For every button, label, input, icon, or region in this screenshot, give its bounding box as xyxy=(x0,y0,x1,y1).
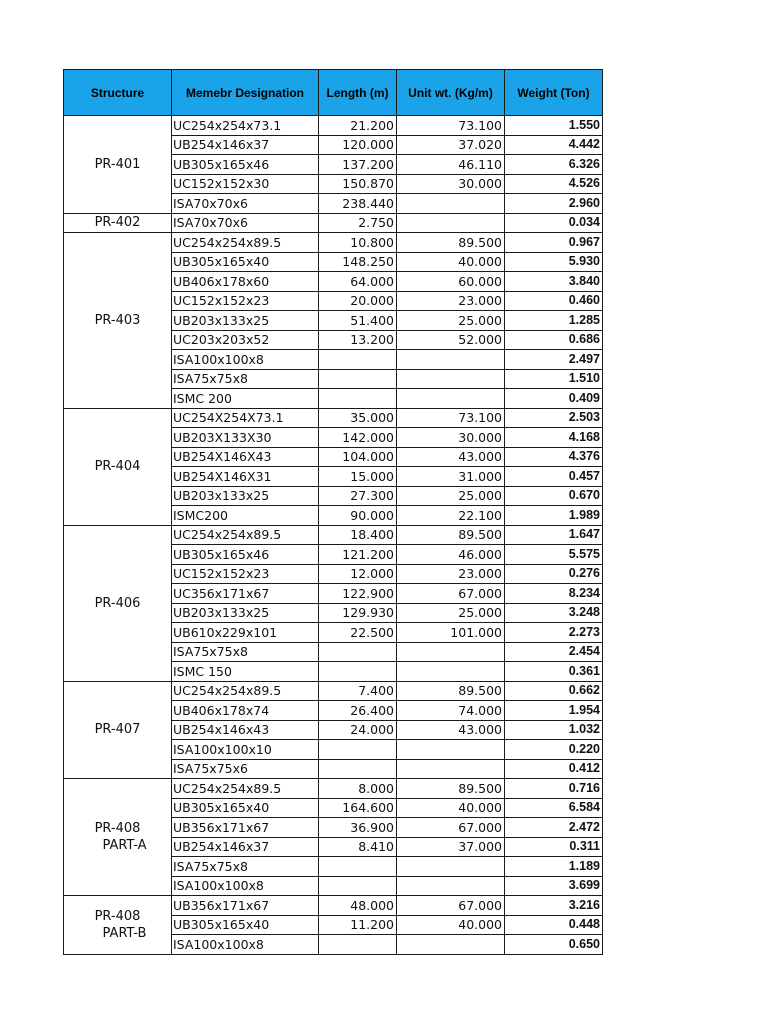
unit-weight-cell: 67.000 xyxy=(397,584,505,604)
structure-label: PR-401 xyxy=(94,156,141,172)
member-designation-cell: ISMC200 xyxy=(172,506,319,526)
unit-weight-cell: 25.000 xyxy=(397,603,505,623)
table-row xyxy=(64,408,603,428)
member-designation-cell: ISMC 150 xyxy=(172,662,319,682)
structure-label: PART-A xyxy=(102,838,147,853)
member-designation-cell: ISA100x100x8 xyxy=(172,876,319,896)
structure-cell xyxy=(64,525,172,681)
weight-cell: 0.220 xyxy=(505,740,603,760)
unit-weight-cell xyxy=(397,740,505,760)
length-cell: 8.410 xyxy=(319,837,397,857)
table-row xyxy=(64,681,603,701)
length-cell: 238.440 xyxy=(319,194,397,214)
length-cell xyxy=(319,389,397,409)
member-designation-cell: UB254x146x43 xyxy=(172,720,319,740)
length-cell xyxy=(319,935,397,955)
length-cell: 164.600 xyxy=(319,798,397,818)
unit-weight-cell: 89.500 xyxy=(397,681,505,701)
unit-weight-cell: 43.000 xyxy=(397,720,505,740)
table-row xyxy=(64,525,603,545)
weight-cell: 6.326 xyxy=(505,155,603,175)
length-cell: 121.200 xyxy=(319,545,397,565)
unit-weight-cell: 46.110 xyxy=(397,155,505,175)
length-cell: 150.870 xyxy=(319,174,397,194)
length-cell xyxy=(319,662,397,682)
weight-cell: 0.412 xyxy=(505,759,603,779)
length-cell: 129.930 xyxy=(319,603,397,623)
structure-cell xyxy=(64,116,172,214)
unit-weight-cell xyxy=(397,389,505,409)
member-designation-cell: UC254X254X73.1 xyxy=(172,408,319,428)
member-designation-cell: UB406x178x60 xyxy=(172,272,319,292)
length-cell: 148.250 xyxy=(319,252,397,272)
length-cell xyxy=(319,857,397,877)
member-designation-cell: UC152x152x23 xyxy=(172,564,319,584)
length-cell: 51.400 xyxy=(319,311,397,331)
structure-cell xyxy=(64,779,172,896)
member-designation-cell: UC254x254x89.5 xyxy=(172,681,319,701)
unit-weight-cell: 73.100 xyxy=(397,116,505,136)
length-cell: 13.200 xyxy=(319,330,397,350)
length-cell: 137.200 xyxy=(319,155,397,175)
member-designation-cell: ISA100x100x10 xyxy=(172,740,319,760)
member-designation-cell: ISA75x75x8 xyxy=(172,369,319,389)
weight-cell: 0.967 xyxy=(505,233,603,253)
length-cell: 24.000 xyxy=(319,720,397,740)
weight-cell: 1.189 xyxy=(505,857,603,877)
member-designation-cell: ISA75x75x6 xyxy=(172,759,319,779)
table-row xyxy=(64,213,603,233)
unit-weight-cell: 37.000 xyxy=(397,837,505,857)
weight-cell: 3.216 xyxy=(505,896,603,916)
weight-cell: 2.497 xyxy=(505,350,603,370)
length-cell: 36.900 xyxy=(319,818,397,838)
unit-weight-cell: 31.000 xyxy=(397,467,505,487)
weight-cell: 0.034 xyxy=(505,213,603,233)
weight-cell: 1.989 xyxy=(505,506,603,526)
unit-weight-cell: 30.000 xyxy=(397,428,505,448)
weight-cell: 2.472 xyxy=(505,818,603,838)
length-cell: 8.000 xyxy=(319,779,397,799)
member-designation-cell: UB305x165x40 xyxy=(172,252,319,272)
member-designation-cell: UC152x152x30 xyxy=(172,174,319,194)
weight-cell: 0.686 xyxy=(505,330,603,350)
weight-cell: 2.273 xyxy=(505,623,603,643)
unit-weight-cell xyxy=(397,350,505,370)
structure-cell xyxy=(64,896,172,955)
weight-cell: 5.575 xyxy=(505,545,603,565)
weight-cell: 6.584 xyxy=(505,798,603,818)
unit-weight-cell: 22.100 xyxy=(397,506,505,526)
member-designation-cell: ISA100x100x8 xyxy=(172,350,319,370)
member-designation-cell: ISA70x70x6 xyxy=(172,213,319,233)
member-designation-cell: UC254x254x73.1 xyxy=(172,116,319,136)
length-cell: 2.750 xyxy=(319,213,397,233)
member-designation-cell: UB356x171x67 xyxy=(172,896,319,916)
weight-cell: 1.285 xyxy=(505,311,603,331)
length-cell: 104.000 xyxy=(319,447,397,467)
member-designation-cell: UB203x133x25 xyxy=(172,311,319,331)
length-cell: 22.500 xyxy=(319,623,397,643)
length-cell: 48.000 xyxy=(319,896,397,916)
member-designation-cell: ISA70x70x6 xyxy=(172,194,319,214)
unit-weight-cell xyxy=(397,213,505,233)
unit-weight-cell: 37.020 xyxy=(397,135,505,155)
unit-weight-cell: 67.000 xyxy=(397,896,505,916)
unit-weight-cell: 60.000 xyxy=(397,272,505,292)
weight-cell: 0.311 xyxy=(505,837,603,857)
unit-weight-cell: 30.000 xyxy=(397,174,505,194)
length-cell: 120.000 xyxy=(319,135,397,155)
unit-weight-cell xyxy=(397,369,505,389)
weight-cell: 3.840 xyxy=(505,272,603,292)
unit-weight-cell xyxy=(397,857,505,877)
unit-weight-cell: 23.000 xyxy=(397,564,505,584)
weight-cell: 2.960 xyxy=(505,194,603,214)
member-weight-table xyxy=(63,69,603,955)
unit-weight-cell: 89.500 xyxy=(397,233,505,253)
member-designation-cell: UB203x133x25 xyxy=(172,603,319,623)
weight-cell: 1.647 xyxy=(505,525,603,545)
weight-cell: 2.454 xyxy=(505,642,603,662)
member-designation-cell: UB254x146x37 xyxy=(172,837,319,857)
member-designation-cell: UC254x254x89.5 xyxy=(172,525,319,545)
length-cell xyxy=(319,350,397,370)
structure-label: PR-404 xyxy=(94,459,141,474)
unit-weight-cell xyxy=(397,642,505,662)
member-designation-cell: UB305x165x46 xyxy=(172,155,319,175)
header-weight-ton: Weight (Ton) xyxy=(505,70,603,116)
weight-cell: 0.448 xyxy=(505,915,603,935)
length-cell xyxy=(319,642,397,662)
structure-label: PR-406 xyxy=(94,595,141,611)
member-designation-cell: UB305x165x40 xyxy=(172,915,319,935)
length-cell xyxy=(319,740,397,760)
member-designation-cell: UC203x203x52 xyxy=(172,330,319,350)
header-unit-weight: Unit wt. (Kg/m) xyxy=(397,70,505,116)
member-designation-cell: UB254X146X31 xyxy=(172,467,319,487)
length-cell: 26.400 xyxy=(319,701,397,721)
unit-weight-cell: 101.000 xyxy=(397,623,505,643)
weight-cell: 8.234 xyxy=(505,584,603,604)
header-structure: Structure xyxy=(64,70,172,116)
weight-cell: 0.276 xyxy=(505,564,603,584)
length-cell: 10.800 xyxy=(319,233,397,253)
weight-cell: 1.954 xyxy=(505,701,603,721)
unit-weight-cell: 25.000 xyxy=(397,486,505,506)
unit-weight-cell: 40.000 xyxy=(397,252,505,272)
unit-weight-cell: 74.000 xyxy=(397,701,505,721)
unit-weight-cell: 89.500 xyxy=(397,779,505,799)
weight-cell: 1.032 xyxy=(505,720,603,740)
weight-cell: 4.376 xyxy=(505,447,603,467)
length-cell xyxy=(319,876,397,896)
weight-cell: 4.526 xyxy=(505,174,603,194)
structure-cell xyxy=(64,213,172,233)
header-row xyxy=(64,70,603,116)
unit-weight-cell xyxy=(397,759,505,779)
unit-weight-cell xyxy=(397,935,505,955)
unit-weight-cell: 73.100 xyxy=(397,408,505,428)
weight-cell: 0.662 xyxy=(505,681,603,701)
member-designation-cell: ISA75x75x8 xyxy=(172,857,319,877)
length-cell: 21.200 xyxy=(319,116,397,136)
unit-weight-cell: 52.000 xyxy=(397,330,505,350)
member-designation-cell: UC254x254x89.5 xyxy=(172,779,319,799)
length-cell: 122.900 xyxy=(319,584,397,604)
length-cell: 142.000 xyxy=(319,428,397,448)
length-cell: 20.000 xyxy=(319,291,397,311)
member-designation-cell: UB356x171x67 xyxy=(172,818,319,838)
unit-weight-cell: 67.000 xyxy=(397,818,505,838)
member-designation-cell: UC152x152x23 xyxy=(172,291,319,311)
weight-cell: 0.457 xyxy=(505,467,603,487)
weight-cell: 0.650 xyxy=(505,935,603,955)
member-designation-cell: UC356x171x67 xyxy=(172,584,319,604)
length-cell: 64.000 xyxy=(319,272,397,292)
member-designation-cell: UB203X133X30 xyxy=(172,428,319,448)
structure-cell xyxy=(64,233,172,409)
length-cell: 27.300 xyxy=(319,486,397,506)
length-cell: 18.400 xyxy=(319,525,397,545)
member-designation-cell: UB305x165x40 xyxy=(172,798,319,818)
member-designation-cell: UC254x254x89.5 xyxy=(172,233,319,253)
structure-label: PR-408 xyxy=(94,821,141,836)
table-body xyxy=(64,116,603,955)
unit-weight-cell: 40.000 xyxy=(397,915,505,935)
unit-weight-cell xyxy=(397,662,505,682)
weight-cell: 3.699 xyxy=(505,876,603,896)
unit-weight-cell xyxy=(397,194,505,214)
weight-cell: 5.930 xyxy=(505,252,603,272)
member-designation-cell: ISMC 200 xyxy=(172,389,319,409)
length-cell: 12.000 xyxy=(319,564,397,584)
table-row xyxy=(64,896,603,916)
member-designation-cell: ISA100x100x8 xyxy=(172,935,319,955)
unit-weight-cell xyxy=(397,876,505,896)
length-cell xyxy=(319,369,397,389)
weight-cell: 0.716 xyxy=(505,779,603,799)
weight-cell: 0.361 xyxy=(505,662,603,682)
unit-weight-cell: 23.000 xyxy=(397,291,505,311)
length-cell: 11.200 xyxy=(319,915,397,935)
length-cell: 15.000 xyxy=(319,467,397,487)
weight-cell: 1.510 xyxy=(505,369,603,389)
unit-weight-cell: 25.000 xyxy=(397,311,505,331)
table-row xyxy=(64,116,603,136)
structure-label: PR-408 xyxy=(94,908,141,924)
structure-label: PART-B xyxy=(102,925,147,941)
length-cell xyxy=(319,759,397,779)
member-designation-cell: UB203x133x25 xyxy=(172,486,319,506)
weight-cell: 4.442 xyxy=(505,135,603,155)
member-designation-cell: UB610x229x101 xyxy=(172,623,319,643)
structure-cell xyxy=(64,681,172,779)
structure-cell xyxy=(64,408,172,525)
header-member-designation: Memebr Designation xyxy=(172,70,319,116)
weight-cell: 2.503 xyxy=(505,408,603,428)
member-designation-cell: UB305x165x46 xyxy=(172,545,319,565)
unit-weight-cell: 40.000 xyxy=(397,798,505,818)
member-designation-cell: UB254x146x37 xyxy=(172,135,319,155)
table-row xyxy=(64,233,603,253)
length-cell: 35.000 xyxy=(319,408,397,428)
unit-weight-cell: 43.000 xyxy=(397,447,505,467)
weight-cell: 0.409 xyxy=(505,389,603,409)
table-row xyxy=(64,779,603,799)
member-designation-cell: ISA75x75x8 xyxy=(172,642,319,662)
weight-cell: 4.168 xyxy=(505,428,603,448)
length-cell: 90.000 xyxy=(319,506,397,526)
length-cell: 7.400 xyxy=(319,681,397,701)
weight-cell: 0.670 xyxy=(505,486,603,506)
structure-label: PR-402 xyxy=(94,215,141,231)
unit-weight-cell: 89.500 xyxy=(397,525,505,545)
header-length: Length (m) xyxy=(319,70,397,116)
member-designation-cell: UB406x178x74 xyxy=(172,701,319,721)
weight-cell: 3.248 xyxy=(505,603,603,623)
structure-label: PR-407 xyxy=(94,722,141,738)
unit-weight-cell: 46.000 xyxy=(397,545,505,565)
structure-label: PR-403 xyxy=(94,312,141,328)
member-designation-cell: UB254X146X43 xyxy=(172,447,319,467)
weight-cell: 1.550 xyxy=(505,116,603,136)
weight-cell: 0.460 xyxy=(505,291,603,311)
